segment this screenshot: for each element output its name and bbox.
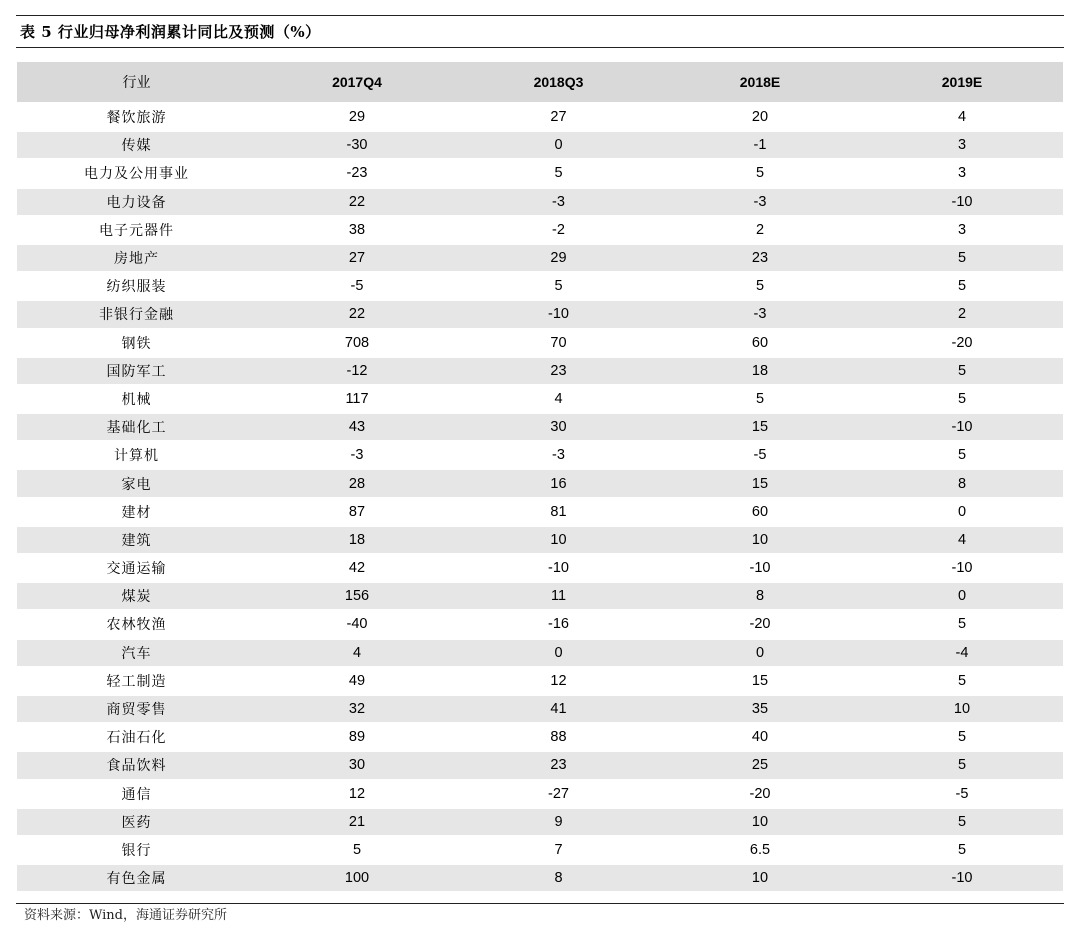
cell-2018q3: 41 [458, 695, 659, 723]
cell-2018e: 10 [659, 526, 861, 554]
table-row [17, 610, 1063, 638]
table-row [17, 244, 1063, 272]
cell-2017q4: 21 [256, 808, 458, 836]
cell-2017q4: 4 [256, 639, 458, 667]
cell-industry: 非银行金融 [17, 300, 256, 328]
table-row [17, 667, 1063, 695]
cell-industry: 石油石化 [17, 723, 256, 751]
cell-2018q3: 70 [458, 329, 659, 357]
cell-industry: 机械 [17, 385, 256, 413]
cell-2018q3: 16 [458, 469, 659, 497]
cell-2018q3: 5 [458, 159, 659, 187]
cell-2017q4: 27 [256, 244, 458, 272]
cell-2018q3: 8 [458, 864, 659, 892]
header-industry: 行业 [17, 62, 256, 103]
cell-industry: 商贸零售 [17, 695, 256, 723]
cell-2019e: -10 [861, 188, 1063, 216]
cell-2017q4: 12 [256, 780, 458, 808]
cell-2018q3: -16 [458, 610, 659, 638]
cell-2018e: 40 [659, 723, 861, 751]
cell-2018e: -10 [659, 554, 861, 582]
cell-2019e: 8 [861, 469, 1063, 497]
table-row [17, 385, 1063, 413]
table-title: 表 5 行业归母净利润累计同比及预测（%） [20, 23, 321, 41]
cell-2018e: -20 [659, 610, 861, 638]
cell-industry: 电力及公用事业 [17, 159, 256, 187]
cell-2018q3: -2 [458, 216, 659, 244]
table-body [17, 103, 1063, 892]
cell-2018q3: 27 [458, 103, 659, 131]
cell-2019e: 5 [861, 244, 1063, 272]
cell-2018q3: 88 [458, 723, 659, 751]
cell-2018q3: 30 [458, 413, 659, 441]
cell-2018e: 5 [659, 272, 861, 300]
cell-industry: 农林牧渔 [17, 610, 256, 638]
cell-industry: 医药 [17, 808, 256, 836]
cell-industry: 餐饮旅游 [17, 103, 256, 131]
table-row [17, 526, 1063, 554]
table-row [17, 695, 1063, 723]
header-2018e: 2018E [659, 62, 861, 103]
header-row [17, 62, 1063, 103]
cell-2018e: -3 [659, 300, 861, 328]
table-row [17, 300, 1063, 328]
cell-2019e: 0 [861, 498, 1063, 526]
cell-2018e: 20 [659, 103, 861, 131]
cell-2017q4: 29 [256, 103, 458, 131]
cell-2017q4: 28 [256, 469, 458, 497]
cell-2017q4: -40 [256, 610, 458, 638]
table-row [17, 836, 1063, 864]
top-rule [16, 15, 1064, 16]
cell-2018q3: -27 [458, 780, 659, 808]
table-row [17, 498, 1063, 526]
cell-2018e: 10 [659, 808, 861, 836]
cell-industry: 建筑 [17, 526, 256, 554]
cell-2017q4: 30 [256, 751, 458, 779]
table-row [17, 723, 1063, 751]
cell-2018q3: 0 [458, 131, 659, 159]
cell-2018e: 10 [659, 864, 861, 892]
cell-2017q4: 18 [256, 526, 458, 554]
cell-2018e: 2 [659, 216, 861, 244]
cell-2019e: 5 [861, 441, 1063, 469]
table-row [17, 159, 1063, 187]
cell-2018e: 60 [659, 329, 861, 357]
cell-2018q3: -10 [458, 554, 659, 582]
cell-2018e: -1 [659, 131, 861, 159]
cell-2018e: 23 [659, 244, 861, 272]
profit-growth-table [17, 62, 1063, 893]
cell-2018q3: -3 [458, 441, 659, 469]
cell-2017q4: -30 [256, 131, 458, 159]
title-rule [16, 47, 1064, 48]
cell-2019e: 3 [861, 216, 1063, 244]
table-row [17, 103, 1063, 131]
cell-2018q3: 29 [458, 244, 659, 272]
cell-2018q3: 10 [458, 526, 659, 554]
cell-2017q4: 43 [256, 413, 458, 441]
cell-2017q4: 89 [256, 723, 458, 751]
cell-2017q4: -3 [256, 441, 458, 469]
cell-2018e: 6.5 [659, 836, 861, 864]
cell-2018e: 60 [659, 498, 861, 526]
cell-2019e: -10 [861, 413, 1063, 441]
cell-2018q3: 4 [458, 385, 659, 413]
cell-2018q3: 7 [458, 836, 659, 864]
table-row [17, 639, 1063, 667]
cell-2017q4: 100 [256, 864, 458, 892]
cell-2018e: -3 [659, 188, 861, 216]
cell-2019e: -10 [861, 554, 1063, 582]
table-row [17, 188, 1063, 216]
cell-2019e: 3 [861, 159, 1063, 187]
cell-2017q4: -12 [256, 357, 458, 385]
cell-2018e: 15 [659, 413, 861, 441]
cell-2018q3: -10 [458, 300, 659, 328]
cell-2017q4: 22 [256, 300, 458, 328]
table-row [17, 780, 1063, 808]
cell-2017q4: -5 [256, 272, 458, 300]
cell-2019e: 0 [861, 582, 1063, 610]
table-row [17, 441, 1063, 469]
cell-industry: 有色金属 [17, 864, 256, 892]
table-row [17, 131, 1063, 159]
cell-2019e: 5 [861, 272, 1063, 300]
cell-2018q3: 23 [458, 357, 659, 385]
cell-industry: 通信 [17, 780, 256, 808]
cell-2018q3: 23 [458, 751, 659, 779]
cell-2019e: -4 [861, 639, 1063, 667]
cell-2017q4: 87 [256, 498, 458, 526]
table-row [17, 329, 1063, 357]
cell-2018e: 5 [659, 385, 861, 413]
cell-industry: 汽车 [17, 639, 256, 667]
cell-2018e: 15 [659, 469, 861, 497]
cell-2019e: 5 [861, 385, 1063, 413]
cell-2018e: -20 [659, 780, 861, 808]
cell-industry: 食品饮料 [17, 751, 256, 779]
cell-2018q3: 0 [458, 639, 659, 667]
cell-2017q4: 38 [256, 216, 458, 244]
header-2018q3: 2018Q3 [458, 62, 659, 103]
cell-2019e: -20 [861, 329, 1063, 357]
cell-2019e: 10 [861, 695, 1063, 723]
cell-2019e: 5 [861, 836, 1063, 864]
cell-industry: 纺织服装 [17, 272, 256, 300]
cell-2017q4: 708 [256, 329, 458, 357]
cell-2018e: 25 [659, 751, 861, 779]
cell-2019e: -5 [861, 780, 1063, 808]
cell-2019e: 4 [861, 103, 1063, 131]
cell-2018q3: 9 [458, 808, 659, 836]
cell-industry: 家电 [17, 469, 256, 497]
cell-2018q3: 5 [458, 272, 659, 300]
table-row [17, 357, 1063, 385]
cell-2019e: 5 [861, 610, 1063, 638]
table-row [17, 554, 1063, 582]
cell-2017q4: 117 [256, 385, 458, 413]
cell-2017q4: 32 [256, 695, 458, 723]
cell-2019e: 5 [861, 723, 1063, 751]
cell-2018e: 35 [659, 695, 861, 723]
bottom-rule [16, 903, 1064, 904]
cell-industry: 银行 [17, 836, 256, 864]
cell-industry: 建材 [17, 498, 256, 526]
cell-2019e: 5 [861, 808, 1063, 836]
table-row [17, 272, 1063, 300]
cell-industry: 电子元器件 [17, 216, 256, 244]
header-2017q4: 2017Q4 [256, 62, 458, 103]
cell-2019e: -10 [861, 864, 1063, 892]
cell-2017q4: -23 [256, 159, 458, 187]
cell-industry: 国防军工 [17, 357, 256, 385]
cell-industry: 计算机 [17, 441, 256, 469]
cell-industry: 房地产 [17, 244, 256, 272]
cell-2018q3: -3 [458, 188, 659, 216]
cell-industry: 交通运输 [17, 554, 256, 582]
table-row [17, 582, 1063, 610]
cell-industry: 煤炭 [17, 582, 256, 610]
cell-2019e: 5 [861, 357, 1063, 385]
cell-2017q4: 156 [256, 582, 458, 610]
table-row [17, 751, 1063, 779]
cell-2018e: 15 [659, 667, 861, 695]
table-row [17, 413, 1063, 441]
cell-2017q4: 49 [256, 667, 458, 695]
cell-2018e: 5 [659, 159, 861, 187]
table-row [17, 808, 1063, 836]
header-2019e: 2019E [861, 62, 1063, 103]
table-row [17, 864, 1063, 892]
cell-industry: 轻工制造 [17, 667, 256, 695]
cell-2018e: 18 [659, 357, 861, 385]
cell-2017q4: 42 [256, 554, 458, 582]
cell-2018e: -5 [659, 441, 861, 469]
cell-2018q3: 81 [458, 498, 659, 526]
table-row [17, 216, 1063, 244]
cell-2018e: 8 [659, 582, 861, 610]
cell-2018q3: 11 [458, 582, 659, 610]
cell-2018e: 0 [659, 639, 861, 667]
cell-2018q3: 12 [458, 667, 659, 695]
cell-industry: 钢铁 [17, 329, 256, 357]
cell-2019e: 4 [861, 526, 1063, 554]
cell-industry: 传媒 [17, 131, 256, 159]
cell-2019e: 2 [861, 300, 1063, 328]
cell-2017q4: 5 [256, 836, 458, 864]
source-note: 资料来源：Wind，海通证券研究所 [24, 908, 227, 923]
table-row [17, 469, 1063, 497]
cell-2019e: 3 [861, 131, 1063, 159]
cell-2019e: 5 [861, 667, 1063, 695]
cell-industry: 电力设备 [17, 188, 256, 216]
cell-2019e: 5 [861, 751, 1063, 779]
cell-industry: 基础化工 [17, 413, 256, 441]
cell-2017q4: 22 [256, 188, 458, 216]
